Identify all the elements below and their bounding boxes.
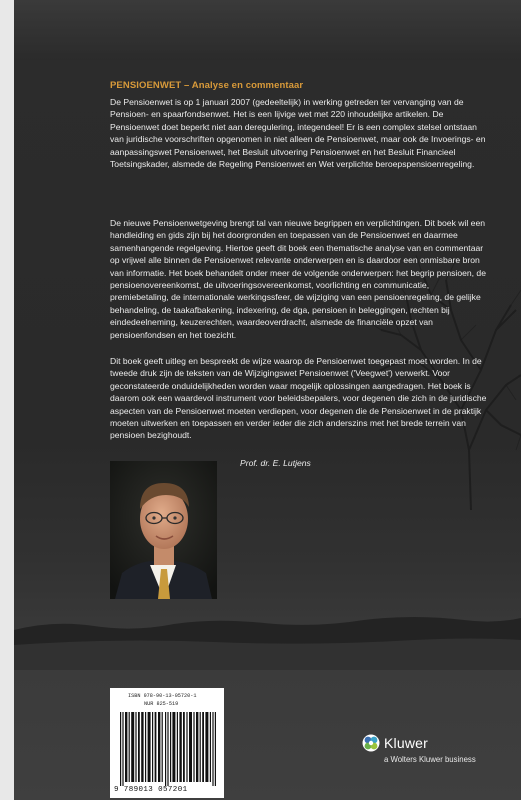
nur-code: NUR 825-519: [144, 701, 179, 707]
description-paragraph-1: De Pensioenwet is op 1 januari 2007 (gedeeltelijk) in werking getreden ter vervanging van de Pensioen- en spaarfondsenwet. Het is een lijvige wet met 220 inhoudelijke artikelen. De Pensioenwet doet beperkt niet aan deregulering, integendeel! Er is een complex stelsel ontstaan van juridische voorschriften opgenomen in niet alleen de Pensioenwet, maar ook de Invoerings- en aanpassingswet Pensioenwet, het Besluit uitvoering Pensioenwet en het Besluit Financieel Toetsingskader, alsmede de Regeling Pensioenwet en Wet verplichte beroepspensioenregeling.: [110, 97, 486, 170]
barcode-icon: [118, 712, 218, 786]
publisher-name: Kluwer: [384, 735, 428, 751]
author-portrait: [110, 461, 217, 599]
publisher-tagline: a Wolters Kluwer business: [384, 755, 476, 764]
book-title: PENSIOENWET – Analyse en commentaar: [110, 80, 304, 91]
barcode-digits: 9 789013 057201: [114, 786, 188, 794]
barcode-label: [110, 688, 224, 798]
kluwer-logo-icon: [362, 734, 380, 752]
author-name: Prof. dr. E. Lutjens: [240, 458, 311, 468]
publisher-logo: [362, 734, 512, 774]
description-paragraph-3: Dit boek geeft uitleg en bespreekt de wijze waarop de Pensioenwet toegepast moet worden. In de tweede druk zijn de teksten van de Wijzigingswet Pensioenwet ('Veegwet') verwerkt. Voor geconstateerde onduidelijkheden worden waar mogelijk oplossingen aangedragen. Het boek is daarom ook een waardevol instrument voor beleidsbepalers, voor degenen die zich in de juridische aspecten van de Pensioenwet moeten verdiepen, voor degenen die de Pensioenwet in de praktijk moeten uitwerken en toepassen en verder ieder die zich anderszins met het brede terrein van pensioen bezighoudt.: [110, 356, 487, 441]
horizon-landscape: [14, 590, 521, 670]
description-paragraph-2: De nieuwe Pensioenwetgeving brengt tal van nieuwe begrippen en verplichtingen. Dit boek wil een handleiding en gids zijn bij het doorgronden en toepassen van de Pensioenwet en daarmee samenhangende regelgeving. Hiertoe geeft dit boek een thematische analyse van en commentaar op vrijwel alle binnen de Pensioenwet relevante onderwerpen en is daardoor een onmisbare bron van informatie. Het boek behandelt onder meer de volgende onderwerpen: het begrip pensioen, de pensioenovereenkomst, de uitvoeringsovereenkomst, voorlichting en communicatie, premiebetaling, de internationale werkingssfeer, de wijziging van een pensioenregeling, de gelijke behandeling, de taakafbakening, indexering, de dga, pensioen in beleggingen, rechten bij eindedeelneming, keuzerechten, waardeoverdracht, alsmede de financiële opzet van pensioenfondsen en het toezicht.: [110, 218, 486, 340]
top-band: [14, 0, 521, 60]
isbn-number: ISBN 978-90-13-05720-1: [128, 693, 197, 699]
back-cover: [14, 0, 521, 800]
